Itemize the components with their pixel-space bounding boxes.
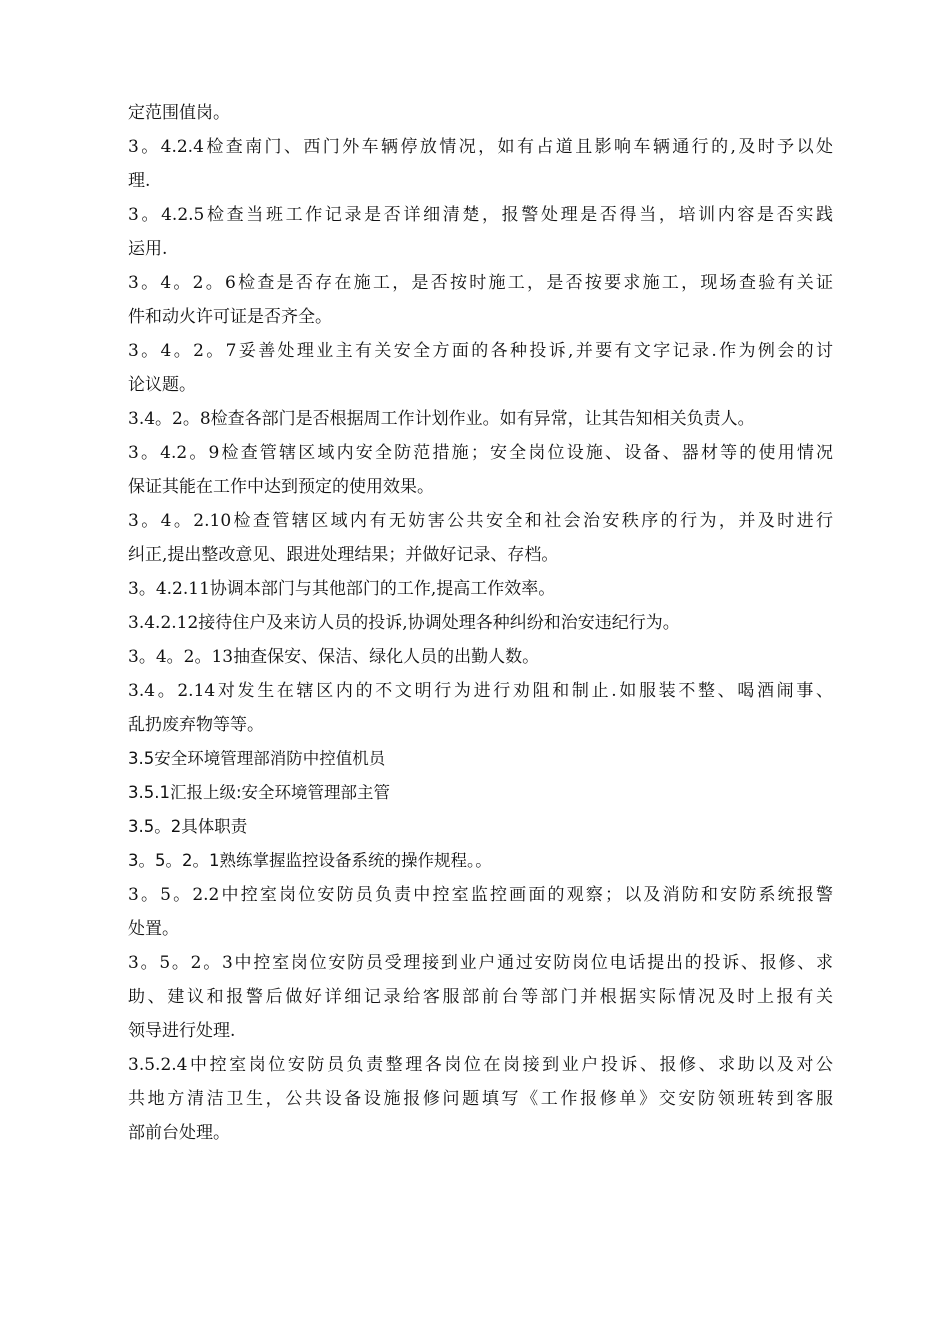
text-line: 3.4。2。8检查各部门是否根据周工作计划作业。如有异常，让其告知相关负责人。: [128, 409, 755, 429]
text-line: 3。4。2。6检查是否存在施工，是否按时施工，是否按要求施工，现场查验有关证: [128, 273, 833, 293]
text-line: 3。4.2。9检查管辖区域内安全防范措施；安全岗位设施、设备、器材等的使用情况: [128, 443, 833, 463]
text-line: 件和动火许可证是否齐全。: [128, 307, 332, 327]
text-line: 3。4。2。13抽查保安、保洁、绿化人员的出勤人数。: [128, 647, 540, 667]
text-line: 处置。: [128, 919, 179, 939]
text-line: 领导进行处理.: [128, 1021, 236, 1041]
text-line: 3。4。2.10检查管辖区域内有无妨害公共安全和社会治安秩序的行为，并及时进行: [128, 511, 833, 531]
text-line: 3.5.2.4中控室岗位安防员负责整理各岗位在岗接到业户投诉、报修、求助以及对公: [128, 1055, 833, 1075]
text-line: 纠正,提出整改意见、跟进处理结果；并做好记录、存档。: [128, 545, 559, 565]
text-line: 保证其能在工作中达到预定的使用效果。: [128, 477, 434, 497]
text-line: 3。4.2.4检查南门、西门外车辆停放情况，如有占道且影响车辆通行的,及时予以处: [128, 137, 833, 157]
text-line: 3。4.2.5检查当班工作记录是否详细清楚，报警处理是否得当，培训内容是否实践: [128, 205, 833, 225]
text-line: 3.4。2.14对发生在辖区内的不文明行为进行劝阻和制止.如服装不整、喝酒闹事、: [128, 681, 833, 701]
text-line: 乱扔废弃物等等。: [128, 715, 264, 735]
text-line: 部前台处理。: [128, 1123, 230, 1143]
text-line: 3。4.2.11协调本部门与其他部门的工作,提高工作效率。: [128, 579, 556, 599]
text-line: 3。5。2。1熟练掌握监控设备系统的操作规程。。: [128, 851, 492, 870]
text-line: 3.5。2具体职责: [128, 817, 248, 836]
text-line: 3.5安全环境管理部消防中控值机员: [128, 749, 386, 768]
text-line: 定范围值岗。: [128, 103, 230, 123]
text-line: 论议题。: [128, 375, 196, 395]
text-line: 3.5.1汇报上级:安全环境管理部主管: [128, 783, 391, 802]
document-page: [128, 96, 833, 1150]
text-line: 共地方清洁卫生，公共设备设施报修问题填写《工作报修单》交安防领班转到客服: [128, 1089, 833, 1109]
text-line: 理.: [128, 171, 151, 191]
text-line: 运用.: [128, 239, 168, 259]
text-line: 助、建议和报警后做好详细记录给客服部前台等部门并根据实际情况及时上报有关: [128, 987, 833, 1007]
text-line: 3。4。2。7妥善处理业主有关安全方面的各种投诉,并要有文字记录.作为例会的讨: [128, 341, 833, 361]
text-line: 3。5。2。3中控室岗位安防员受理接到业户通过安防岗位电话提出的投诉、报修、求: [128, 953, 833, 973]
text-line: 3。5。2.2中控室岗位安防员负责中控室监控画面的观察；以及消防和安防系统报警: [128, 885, 833, 905]
text-line: 3.4.2.12接待住户及来访人员的投诉,协调处理各种纠纷和治安违纪行为。: [128, 613, 680, 633]
